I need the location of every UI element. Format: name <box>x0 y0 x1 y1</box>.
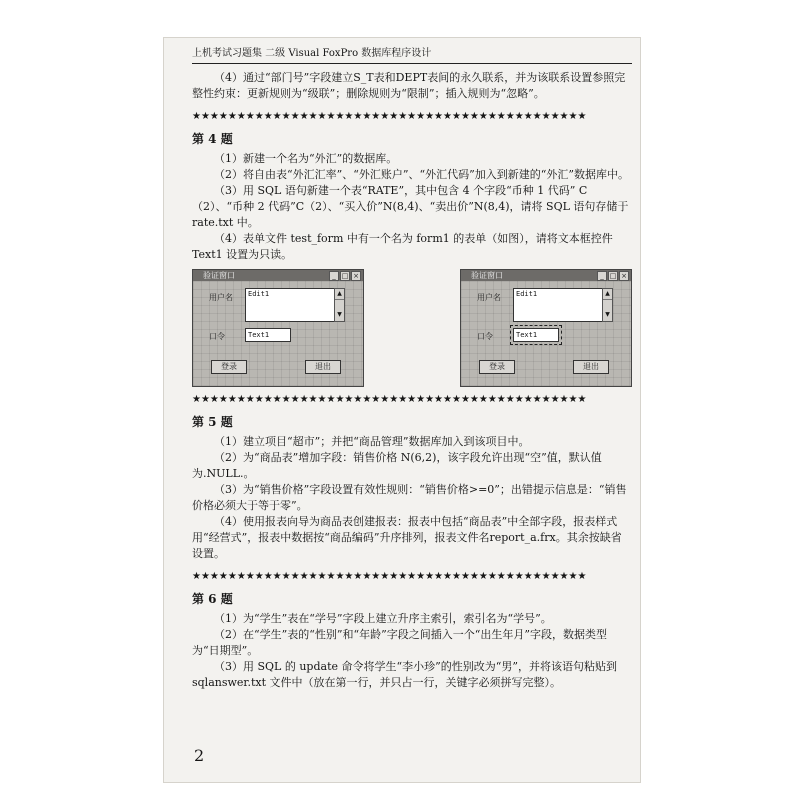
form-window-after <box>460 269 632 387</box>
edit1-box: Edit1 <box>513 288 607 322</box>
password-label: 口令 <box>209 332 225 341</box>
star-divider: ★★★★★★★★★★★★★★★★★★★★★★★★★★★★★★★★★★★★★★★★★★★★ <box>192 394 587 405</box>
maximize-icon: □ <box>341 272 349 280</box>
edit1-box: Edit1 <box>245 288 339 322</box>
question-5-title: 第 5 题 <box>192 415 233 429</box>
page-content <box>192 70 632 691</box>
close-icon: × <box>619 271 629 281</box>
exit-button: 退出 <box>305 360 341 374</box>
question-4-title: 第 4 题 <box>192 132 233 146</box>
login-button: 登录 <box>211 360 247 374</box>
username-label: 用户名 <box>209 293 233 302</box>
book-page <box>164 38 640 782</box>
window-controls <box>329 271 361 281</box>
q4-item-3: （3）用 SQL 语句新建一个表“RATE”，其中包含 4 个字段“币种 1 代码” C（2）、“币种 2 代码”C（2）、“买入价”N(8,4)、“卖出价”N(8,4)，请将 SQL 语句存储于 rate.txt 中。 <box>192 184 629 229</box>
q5-item-2: （2）为“商品表”增加字段：销售价格 N(6,2)，该字段允许出现“空”值，默认值为.NULL.。 <box>192 451 602 480</box>
edit-scrollbar <box>602 288 613 322</box>
paragraph-top: （4）通过“部门号”字段建立S_T表和DEPT表间的永久联系，并为该联系设置参照完整性约束：更新规则为“级联”；删除规则为“限制”；插入规则为“忽略”。 <box>192 71 626 100</box>
window-title: 验证窗口 <box>471 271 503 280</box>
scroll-up-icon: ▲ <box>603 289 612 300</box>
star-divider: ★★★★★★★★★★★★★★★★★★★★★★★★★★★★★★★★★★★★★★★★★★★★ <box>192 571 587 582</box>
q5-item-4: （4）使用报表向导为商品表创建报表：报表中包括“商品表”中全部字段，报表样式用“经营式”，报表中数据按“商品编码”升序排列，报表文件名report_a.frx。其余按缺省设置。 <box>192 515 622 560</box>
q5-item-1: （1）建立项目“超市”；并把“商品管理”数据库加入到该项目中。 <box>214 435 530 448</box>
window-titlebar <box>461 270 631 281</box>
form-figures <box>192 269 632 385</box>
scroll-down-icon: ▼ <box>337 311 342 318</box>
q6-item-3: （3）用 SQL 的 update 命令将学生“李小珍”的性别改为“男”，并将该语句粘贴到 sqlanswer.txt 文件中（放在第一行，并只占一行，关键字必须拼写完整）。 <box>192 660 617 689</box>
window-controls <box>597 271 629 281</box>
minimize-icon: _ <box>597 271 607 281</box>
q6-item-2: （2）在“学生”表的“性别”和“年龄”字段之间插入一个“出生年月”字段，数据类型为“日期型”。 <box>192 628 607 657</box>
password-label: 口令 <box>477 332 493 341</box>
header-rule <box>192 63 632 64</box>
q4-item-4: （4）表单文件 test_form 中有一个名为 form1 的表单（如图），请将文本框控件 Text1 设置为只读。 <box>192 232 613 261</box>
scroll-up-icon: ▲ <box>335 289 344 300</box>
q6-item-1: （1）为“学生”表在“学号”字段上建立升序主索引，索引名为“学号”。 <box>214 612 552 625</box>
username-label: 用户名 <box>477 293 501 302</box>
star-divider: ★★★★★★★★★★★★★★★★★★★★★★★★★★★★★★★★★★★★★★★★★★★★ <box>192 111 587 122</box>
text1-box-selected: Text1 <box>513 328 559 342</box>
q5-item-3: （3）为“销售价格”字段设置有效性规则：“销售价格>=0”；出错提示信息是：“销售价格必须大于等于零”。 <box>192 483 627 512</box>
login-button: 登录 <box>479 360 515 374</box>
q4-item-2: （2）将自由表“外汇汇率”、“外汇账户”、“外汇代码”加入到新建的“外汇”数据库中。 <box>214 168 629 181</box>
page-number: 2 <box>194 746 205 765</box>
scroll-down-icon: ▼ <box>605 311 610 318</box>
q4-item-1: （1）新建一个名为“外汇”的数据库。 <box>214 152 398 165</box>
form-window-before <box>192 269 364 387</box>
question-6-title: 第 6 题 <box>192 592 233 606</box>
close-icon: × <box>351 271 361 281</box>
running-header: 上机考试习题集 二级 Visual FoxPro 数据库程序设计 <box>192 48 432 59</box>
window-title: 验证窗口 <box>203 271 235 280</box>
exit-button: 退出 <box>573 360 609 374</box>
window-titlebar <box>193 270 363 281</box>
text1-box: Text1 <box>245 328 291 342</box>
maximize-icon: □ <box>609 272 617 280</box>
edit-scrollbar <box>334 288 345 322</box>
minimize-icon: _ <box>329 271 339 281</box>
